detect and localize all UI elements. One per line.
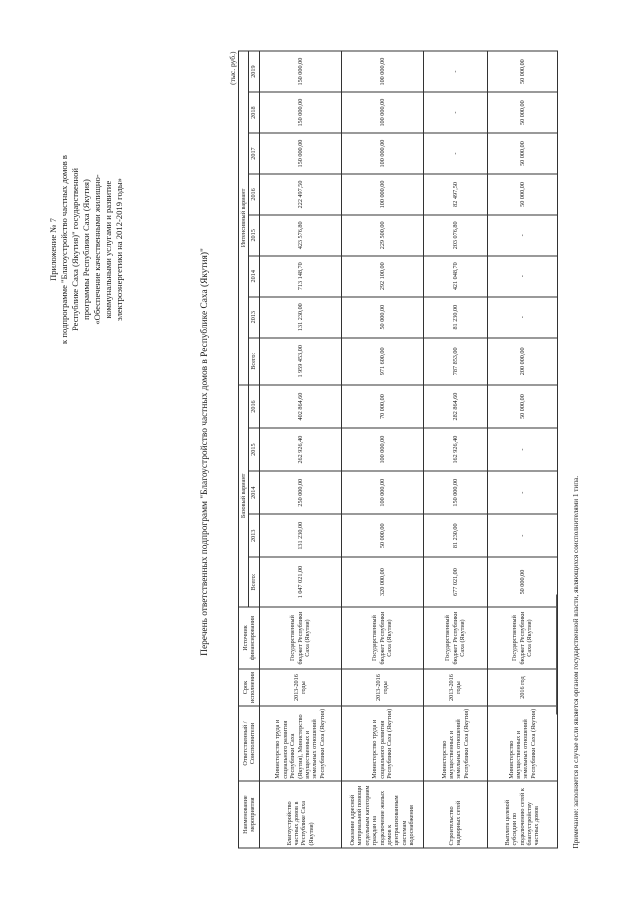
cell-intensive-2016: 100 000,00: [341, 174, 423, 215]
cell-base-2015: 262 926,40: [259, 428, 341, 471]
header-executor: Ответственный / Соисполнители: [239, 706, 260, 781]
cell-name: Благоустройство частных домов в Республике Саха (Якутия): [259, 781, 341, 848]
cell-intensive-2017: 100 000,00: [341, 133, 423, 174]
cell-intensive-2017: -: [423, 133, 487, 174]
cell-intensive-2013: 81 230,00: [423, 297, 487, 338]
header-intensive-2013: 2013: [249, 297, 259, 338]
cell-intensive-2019: 50 000,00: [487, 51, 557, 92]
cell-base-2014: 150 000,00: [423, 471, 487, 514]
cell-base-2016: 402 864,60: [259, 385, 341, 428]
header-intensive-2017: 2017: [249, 133, 259, 174]
cell-base-total: 677 021,00: [423, 557, 487, 607]
cell-base-2014: 250 000,00: [259, 471, 341, 514]
header-base-2016: 2016: [249, 385, 259, 428]
cell-source: Государственный бюджет Республики Саха (Якутия): [487, 607, 557, 669]
appendix-line: к подпрограмме "Благоустройство частных домов в: [59, 155, 69, 344]
cell-base-2013: 81 230,00: [423, 514, 487, 557]
header-base-2013: 2013: [249, 514, 259, 557]
cell-intensive-2016: 82 497,50: [423, 174, 487, 215]
header-base-total: Всего:: [249, 557, 259, 607]
cell-executor: Министерство труда и социального развития Республики Саха (Якутия): [341, 706, 423, 781]
table-row: [487, 51, 557, 848]
header-intensive-2018: 2018: [249, 92, 259, 133]
table-row: [341, 51, 423, 848]
units-label: (тыс. руб.): [228, 51, 237, 85]
cell-term: 2013-2016 годы: [423, 669, 487, 706]
cell-executor: Министерство труда и социального развития Республики Саха (Якутия), Министерство имущественных и земельных отношений Республики Саха (Якутия): [259, 706, 341, 781]
cell-intensive-total: 971 600,00: [341, 338, 423, 385]
header-base-2014: 2014: [249, 471, 259, 514]
cell-intensive-2013: -: [487, 297, 557, 338]
cell-base-total: 320 000,00: [341, 557, 423, 607]
cell-source: Государственный бюджет Республики Саха (Якутия): [259, 607, 341, 669]
cell-intensive-2018: 50 000,00: [487, 92, 557, 133]
cell-name: Оказание адресной материальной помощи отдельным категориям граждан на подключение жилых домов к централизованным системам водоснабжения: [341, 781, 423, 848]
appendix-line: Республике Саха (Якутия)" государственной: [70, 168, 80, 331]
cell-base-2013: 131 230,00: [259, 514, 341, 557]
cell-intensive-2017: 50 000,00: [487, 133, 557, 174]
cell-intensive-2016: 50 000,00: [487, 174, 557, 215]
header-base-variant: Базовый вариант: [239, 385, 249, 607]
cell-name: Строительство надворных сетей: [423, 781, 487, 848]
appendix-line: коммунальными услугами и развитие: [103, 180, 113, 319]
cell-intensive-total: 787 853,00: [423, 338, 487, 385]
funding-table: [238, 51, 558, 849]
cell-base-total: 1 047 021,00: [259, 557, 341, 607]
table-row: [423, 51, 487, 848]
header-term: Срок исполнения: [239, 669, 260, 706]
cell-intensive-2014: 421 048,70: [423, 256, 487, 297]
cell-intensive-total: 1 959 453,00: [259, 338, 341, 385]
appendix-line: «Обеспечение качественными жилищно-: [92, 174, 102, 325]
cell-intensive-2014: 713 148,70: [259, 256, 341, 297]
cell-term: 2016 год: [487, 669, 557, 706]
cell-base-2015: 100 000,00: [341, 428, 423, 471]
cell-name: Выплата целевой субсидии по подключению сетей к благоустройству частных домов: [487, 781, 557, 848]
appendix-line: Приложение № 7: [48, 218, 58, 281]
cell-base-2013: 50 000,00: [341, 514, 423, 557]
header-intensive-2019: 2019: [249, 51, 259, 92]
cell-intensive-2016: 222 497,50: [259, 174, 341, 215]
cell-base-2014: 100 000,00: [341, 471, 423, 514]
cell-base-2015: 162 926,40: [423, 428, 487, 471]
header-intensive-total: Всего:: [249, 338, 259, 385]
cell-intensive-2018: 100 000,00: [341, 92, 423, 133]
cell-source: Государственный бюджет Республики Саха (Якутия): [341, 607, 423, 669]
cell-intensive-2019: -: [423, 51, 487, 92]
separator-line: [556, 595, 557, 715]
cell-term: 2013-2016 годы: [259, 669, 341, 706]
cell-base-2014: -: [487, 471, 557, 514]
header-intensive-variant: Интенсивный вариант: [239, 51, 249, 385]
header-intensive-2014: 2014: [249, 256, 259, 297]
cell-base-total: 50 000,00: [487, 557, 557, 607]
cell-term: 2013-2016 годы: [341, 669, 423, 706]
cell-intensive-total: 200 000,00: [487, 338, 557, 385]
cell-intensive-2019: 100 000,00: [341, 51, 423, 92]
appendix-header: [48, 70, 125, 430]
cell-intensive-2015: 203 076,80: [423, 215, 487, 256]
cell-intensive-2014: 292 100,00: [341, 256, 423, 297]
document-title: Перечень ответственных подпрограмм "Благоустройство частных домов в Республике Саха (Якутия)": [200, 248, 210, 656]
header-intensive-2015: 2015: [249, 215, 259, 256]
cell-intensive-2013: 50 000,00: [341, 297, 423, 338]
footnote: Примечание: заполняется в случае если является органом государственной власти, являющихся соисполнителями 1 типа.: [572, 475, 580, 849]
cell-base-2016: 282 864,60: [423, 385, 487, 428]
header-source: Источник финансирования: [239, 607, 260, 669]
cell-executor: Министерство имущественных и земельных отношений Республики Саха (Якутия): [487, 706, 557, 781]
table-row: [259, 51, 341, 848]
cell-intensive-2015: 229 500,00: [341, 215, 423, 256]
cell-intensive-2013: 131 230,00: [259, 297, 341, 338]
appendix-line: электроэнергетики на 2012-2019 годы»: [114, 178, 124, 321]
cell-intensive-2015: -: [487, 215, 557, 256]
header-name: Наименование мероприятия: [239, 781, 260, 848]
cell-intensive-2019: 150 000,00: [259, 51, 341, 92]
cell-source: Государственный бюджет Республики Саха (Якутия): [423, 607, 487, 669]
cell-intensive-2018: 150 000,00: [259, 92, 341, 133]
cell-base-2016: 50 000,00: [487, 385, 557, 428]
cell-intensive-2017: 150 000,00: [259, 133, 341, 174]
cell-base-2015: -: [487, 428, 557, 471]
cell-base-2016: 70 000,00: [341, 385, 423, 428]
header-base-2015: 2015: [249, 428, 259, 471]
cell-intensive-2014: -: [487, 256, 557, 297]
cell-executor: Министерство имущественных и земельных отношений Республики Саха (Якутия): [423, 706, 487, 781]
cell-intensive-2015: 423 576,80: [259, 215, 341, 256]
cell-base-2013: -: [487, 514, 557, 557]
header-intensive-2016: 2016: [249, 174, 259, 215]
cell-intensive-2018: -: [423, 92, 487, 133]
appendix-line: программы Республики Саха (Якутия): [81, 179, 91, 320]
